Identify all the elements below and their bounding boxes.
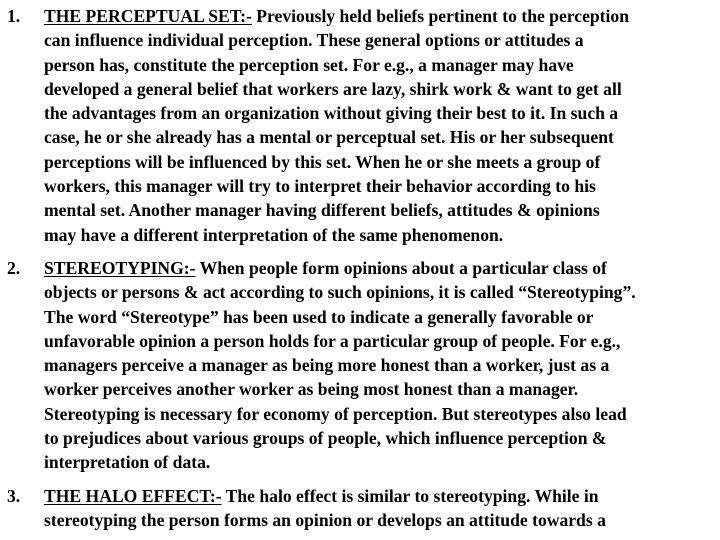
paragraph-line: interpretation of data. [44,452,211,473]
paragraph-line: may have a different interpretation of the same phenomenon. [44,224,504,245]
paragraph-line: The word “Stereotype” has been used to indicate a generally favorable or [44,306,594,327]
paragraph-line: worker perceives another worker as being most honest than a manager. [44,379,579,400]
paragraph-line: mental set. Another manager having different beliefs, attitudes & opinions [44,200,600,221]
section-heading: THE HALO EFFECT:- [44,486,222,506]
paragraph-line: to prejudices about various groups of people, which influence perception & [44,428,607,449]
list-item-body [44,484,714,533]
paragraph-line: workers, this manager will try to interpret their behavior according to his [44,176,596,197]
list-item-body [44,4,714,247]
paragraph-line: objects or persons & act according to such opinions, it is called “Stereotyping”. [44,282,636,303]
paragraph-line: can influence individual perception. These general options or attitudes a [44,30,584,51]
list-item-number: 2. [7,258,21,278]
paragraph-line: the advantages from an organization without giving their best to it. In such a [44,103,619,124]
paragraph-line: person has, constitute the perception set. For e.g., a manager may have [44,54,574,75]
paragraph-line: STEREOTYPING:- When people form opinions about a particular class of [44,258,607,278]
list-item-number: 1. [7,6,21,26]
paragraph-line: perceptions will be influenced by this set. When he or she meets a group of [44,151,601,172]
paragraph-line: unfavorable opinion a person holds for a particular group of people. For e.g., [44,330,621,351]
paragraph-line: Stereotyping is necessary for economy of perception. But stereotypes also lead [44,403,627,424]
paragraph-line: THE HALO EFFECT:- The halo effect is similar to stereotyping. While in [44,486,599,506]
paragraph-line: case, he or she already has a mental or perceptual set. His or her subsequent [44,127,614,148]
list-item-number: 3. [7,486,21,506]
paragraph-line: stereotyping the person forms an opinion or develops an attitude towards a [44,510,606,531]
paragraph-line: developed a general belief that workers are lazy, shirk work & want to get all [44,78,622,99]
paragraph-line: THE PERCEPTUAL SET:- Previously held beliefs pertinent to the perception [44,6,630,26]
section-heading: THE PERCEPTUAL SET:- [44,6,252,26]
list-item-body [44,256,714,475]
section-heading: STEREOTYPING:- [44,258,196,278]
paragraph-line: managers perceive a manager as being more honest than a worker, just as a [44,355,610,376]
